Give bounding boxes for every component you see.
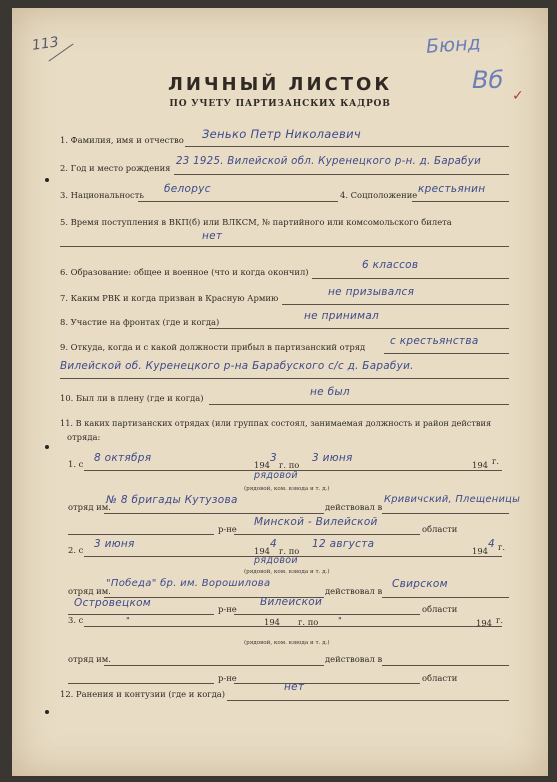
field-1-label: 1. Фамилия, имя и отчество xyxy=(60,135,184,145)
entry-3-year-suffix: г. xyxy=(496,615,504,625)
entry-2-date-from: 3 июня xyxy=(94,538,135,550)
entry-1-unit-line xyxy=(104,513,324,514)
entry-3-oblast-label: области xyxy=(422,673,458,683)
field-6-value: 6 классов xyxy=(362,259,419,271)
entry-3-acted-in: действовал в xyxy=(325,654,383,664)
field-12-line xyxy=(227,700,509,701)
entry-2-to-mark: г. по xyxy=(279,546,300,556)
field-9-line xyxy=(384,353,509,354)
stamp-word: Бюнд xyxy=(425,32,482,58)
field-7-value: не призывался xyxy=(328,286,415,298)
field-7-label: 7. Каким РВК и когда призван в Красную Армию xyxy=(60,293,279,303)
punch-hole xyxy=(45,710,49,714)
checkmark-icon: ✓ xyxy=(512,88,524,104)
field-12-label: 12. Ранения и контузии (где и когда) xyxy=(60,689,226,699)
field-8-label: 8. Участие на фронтах (где и когда) xyxy=(60,317,220,327)
entry-2-year-to: 4 xyxy=(488,538,495,550)
field-9-value-line-2: Вилейской об. Куренецкого р-на Барабуского с/с д. Барабуи. xyxy=(60,360,414,372)
entry-2-num: 2. с xyxy=(68,545,84,555)
punch-hole xyxy=(45,178,49,182)
field-9-label: 9. Откуда, когда и с какой должности прибыл в партизанский отряд xyxy=(60,342,366,352)
field-2-label: 2. Год и место рождения xyxy=(60,163,171,173)
entry-2-unit: "Победа" бр. им. Ворошилова xyxy=(106,578,271,589)
entry-1-year-from: 3 xyxy=(270,452,277,464)
entry-2-acted-in: действовал в xyxy=(325,586,383,596)
entry-3-date-from: " xyxy=(126,615,130,625)
field-2-value: 23 1925. Вилейской обл. Куренецкого р-н. д. Барабуи xyxy=(176,156,482,167)
entry-3-num: 3. с xyxy=(68,615,84,625)
entry-1-district: Кривичский, Плещеницы xyxy=(384,494,521,505)
entry-2-raion-line xyxy=(68,614,214,615)
entry-3-to-mark: г. по xyxy=(298,617,319,627)
entry-1-oblast-label: области xyxy=(422,524,458,534)
entry-1-year-from-mark: 194 xyxy=(254,460,270,470)
entry-2-district-2: Островецком xyxy=(74,597,152,609)
field-6-label: 6. Образование: общее и военное (что и когда окончил) xyxy=(60,267,309,277)
entry-2-position-caption: (рядовой, ком. взвода и т. д.) xyxy=(244,569,330,575)
entry-3-district-line xyxy=(382,665,509,666)
field-5-line xyxy=(60,246,509,247)
field-12-value: нет xyxy=(284,681,305,693)
document-sheet xyxy=(12,8,548,776)
entry-1-raion-line xyxy=(68,534,214,535)
entry-3-raion-line xyxy=(68,683,214,684)
field-10-value: не был xyxy=(310,386,350,398)
entry-2-oblast-line xyxy=(234,614,420,615)
page-subtitle: ПО УЧЕТУ ПАРТИЗАНСКИХ КАДРОВ xyxy=(169,99,391,109)
entry-3-year-to-mark: 194 xyxy=(476,618,492,628)
entry-1-unit: № 8 бригады Кутузова xyxy=(106,494,238,506)
field-3-line xyxy=(138,201,338,202)
field-5-label: 5. Время поступления в ВКП(б) или ВЛКСМ, № партийного или комсомольского билета xyxy=(60,217,452,227)
entry-1-date-to: 3 июня xyxy=(312,452,353,464)
field-4-line xyxy=(412,201,509,202)
field-2-line xyxy=(174,174,509,175)
entry-1-acted-in: действовал в xyxy=(325,502,383,512)
entry-2-position: рядовой xyxy=(254,555,298,566)
entry-1-position: рядовой xyxy=(254,470,298,481)
entry-2-raion-label: р-не xyxy=(218,604,237,614)
field-3-label: 3. Национальность xyxy=(60,190,144,200)
entry-3-oblast-line xyxy=(234,683,420,684)
entry-1-year-to-mark: 194 xyxy=(472,460,488,470)
entry-2-year-from: 4 xyxy=(270,538,277,550)
entry-1-raion-label: р-не xyxy=(218,524,237,534)
entry-2-oblast: Вилейской xyxy=(260,596,323,608)
field-8-value: не принимал xyxy=(304,310,380,322)
page-title: ЛИЧНЫЙ ЛИСТОК xyxy=(167,74,393,95)
entry-2-district-line xyxy=(382,597,509,598)
entry-3-position-caption: (рядовой, ком. взвода и т. д.) xyxy=(244,640,330,646)
entry-2-district: Свирском xyxy=(392,578,448,590)
entry-3-year-from-mark: 194 xyxy=(264,617,280,627)
entry-1-year-suffix: г. xyxy=(492,456,500,466)
entry-1-oblast: Минской - Вилейской xyxy=(254,516,378,528)
field-3-value: белорус xyxy=(164,183,211,195)
entry-3-line xyxy=(84,626,502,627)
field-9-value: с крестьянства xyxy=(390,335,479,347)
punch-hole xyxy=(45,445,49,449)
entry-1-num: 1. с xyxy=(68,459,84,469)
stamp-code: Вб xyxy=(472,66,504,94)
entry-1-to-mark: г. по xyxy=(279,460,300,470)
field-10-line xyxy=(209,404,509,405)
field-1-value: Зенько Петр Николаевич xyxy=(202,127,361,141)
entry-3-raion-label: р-не xyxy=(218,673,237,683)
entry-1-oblast-line xyxy=(234,534,420,535)
entry-2-unit-prefix: отряд им. xyxy=(68,586,111,596)
archive-number: 113 xyxy=(31,34,60,54)
entry-2-year-from-mark: 194 xyxy=(254,546,270,556)
entry-1-date-from: 8 октября xyxy=(94,452,152,464)
entry-1-unit-prefix: отряд им. xyxy=(68,502,111,512)
entry-2-year-to-mark: 194 xyxy=(472,546,488,556)
field-11-label-cont: отряда: xyxy=(67,432,101,442)
entry-2-date-to: 12 августа xyxy=(312,538,375,550)
entry-1-district-line xyxy=(382,513,509,514)
entry-2-year-suffix: г. xyxy=(498,542,506,552)
entry-3-unit-line xyxy=(104,665,324,666)
field-1-line xyxy=(185,146,509,147)
field-4-label: 4. Соцположение xyxy=(340,190,418,200)
field-9-line-2 xyxy=(60,378,509,379)
field-11-label: 11. В каких партизанских отрядах (или группах состоял, занимаемая должность и район действия xyxy=(60,418,492,428)
field-6-line xyxy=(312,278,509,279)
entry-2-oblast-label: области xyxy=(422,604,458,614)
entry-1-position-caption: (рядовой, ком. взвода и т. д.) xyxy=(244,486,330,492)
entry-3-date-to: " xyxy=(338,615,342,625)
field-10-label: 10. Был ли в плену (где и когда) xyxy=(60,393,204,403)
field-8-line xyxy=(209,328,509,329)
field-5-value: нет xyxy=(202,230,223,242)
entry-3-unit-prefix: отряд им. xyxy=(68,654,111,664)
field-4-value: крестьянин xyxy=(418,183,486,195)
field-7-line xyxy=(282,304,509,305)
